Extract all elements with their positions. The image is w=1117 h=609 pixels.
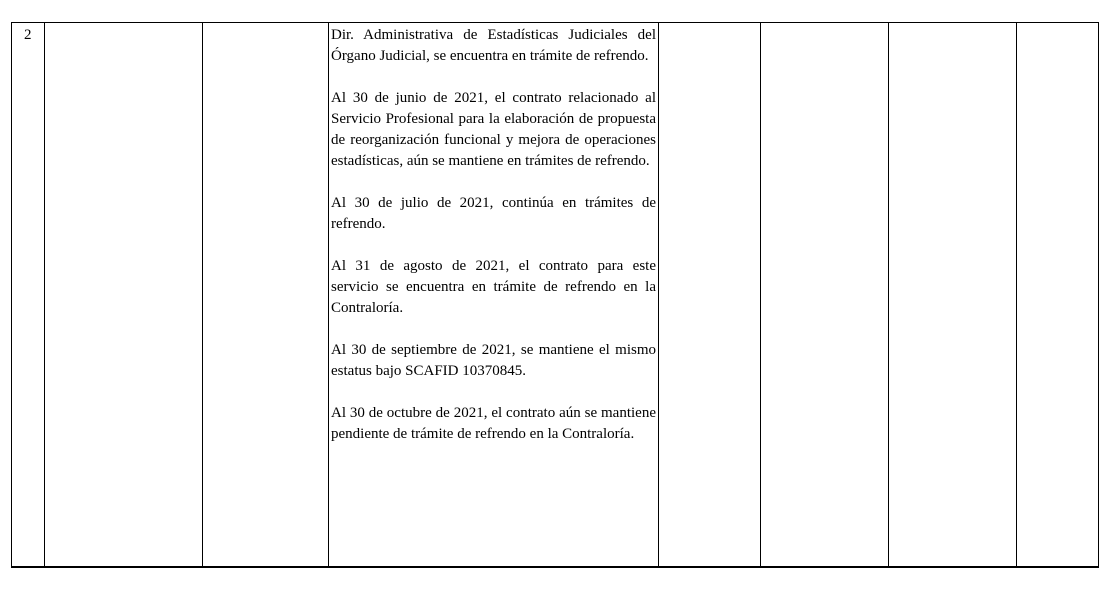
empty-cell-1	[45, 23, 203, 568]
table-row	[12, 23, 1099, 568]
status-paragraph: Al 30 de junio de 2021, el contrato relacionado al Servicio Profesional para la elaboración de propuesta de reorganización funcional y mejora de operaciones estadísticas, aún se mantiene en trámites de refrendo.	[331, 90, 656, 169]
status-description	[329, 23, 658, 445]
empty-cell-4	[659, 23, 761, 568]
empty-cell-2	[203, 23, 329, 568]
row-number: 2	[24, 27, 32, 43]
row-number-cell	[12, 23, 45, 568]
status-paragraph: Al 30 de julio de 2021, continúa en trámites de refrendo.	[331, 195, 656, 232]
status-description-cell	[329, 23, 659, 568]
status-paragraph: Dir. Administrativa de Estadísticas Judiciales del Órgano Judicial, se encuentra en trámite de refrendo.	[331, 27, 656, 64]
empty-cell-5	[761, 23, 889, 568]
empty-cell-6	[889, 23, 1017, 568]
empty-cell-7	[1017, 23, 1099, 568]
status-paragraph: Al 30 de septiembre de 2021, se mantiene el mismo estatus bajo SCAFID 10370845.	[331, 342, 656, 379]
status-table	[11, 22, 1099, 568]
status-paragraph: Al 30 de octubre de 2021, el contrato aún se mantiene pendiente de trámite de refrendo en la Contraloría.	[331, 405, 656, 442]
status-paragraph: Al 31 de agosto de 2021, el contrato para este servicio se encuentra en trámite de refrendo en la Contraloría.	[331, 258, 656, 316]
